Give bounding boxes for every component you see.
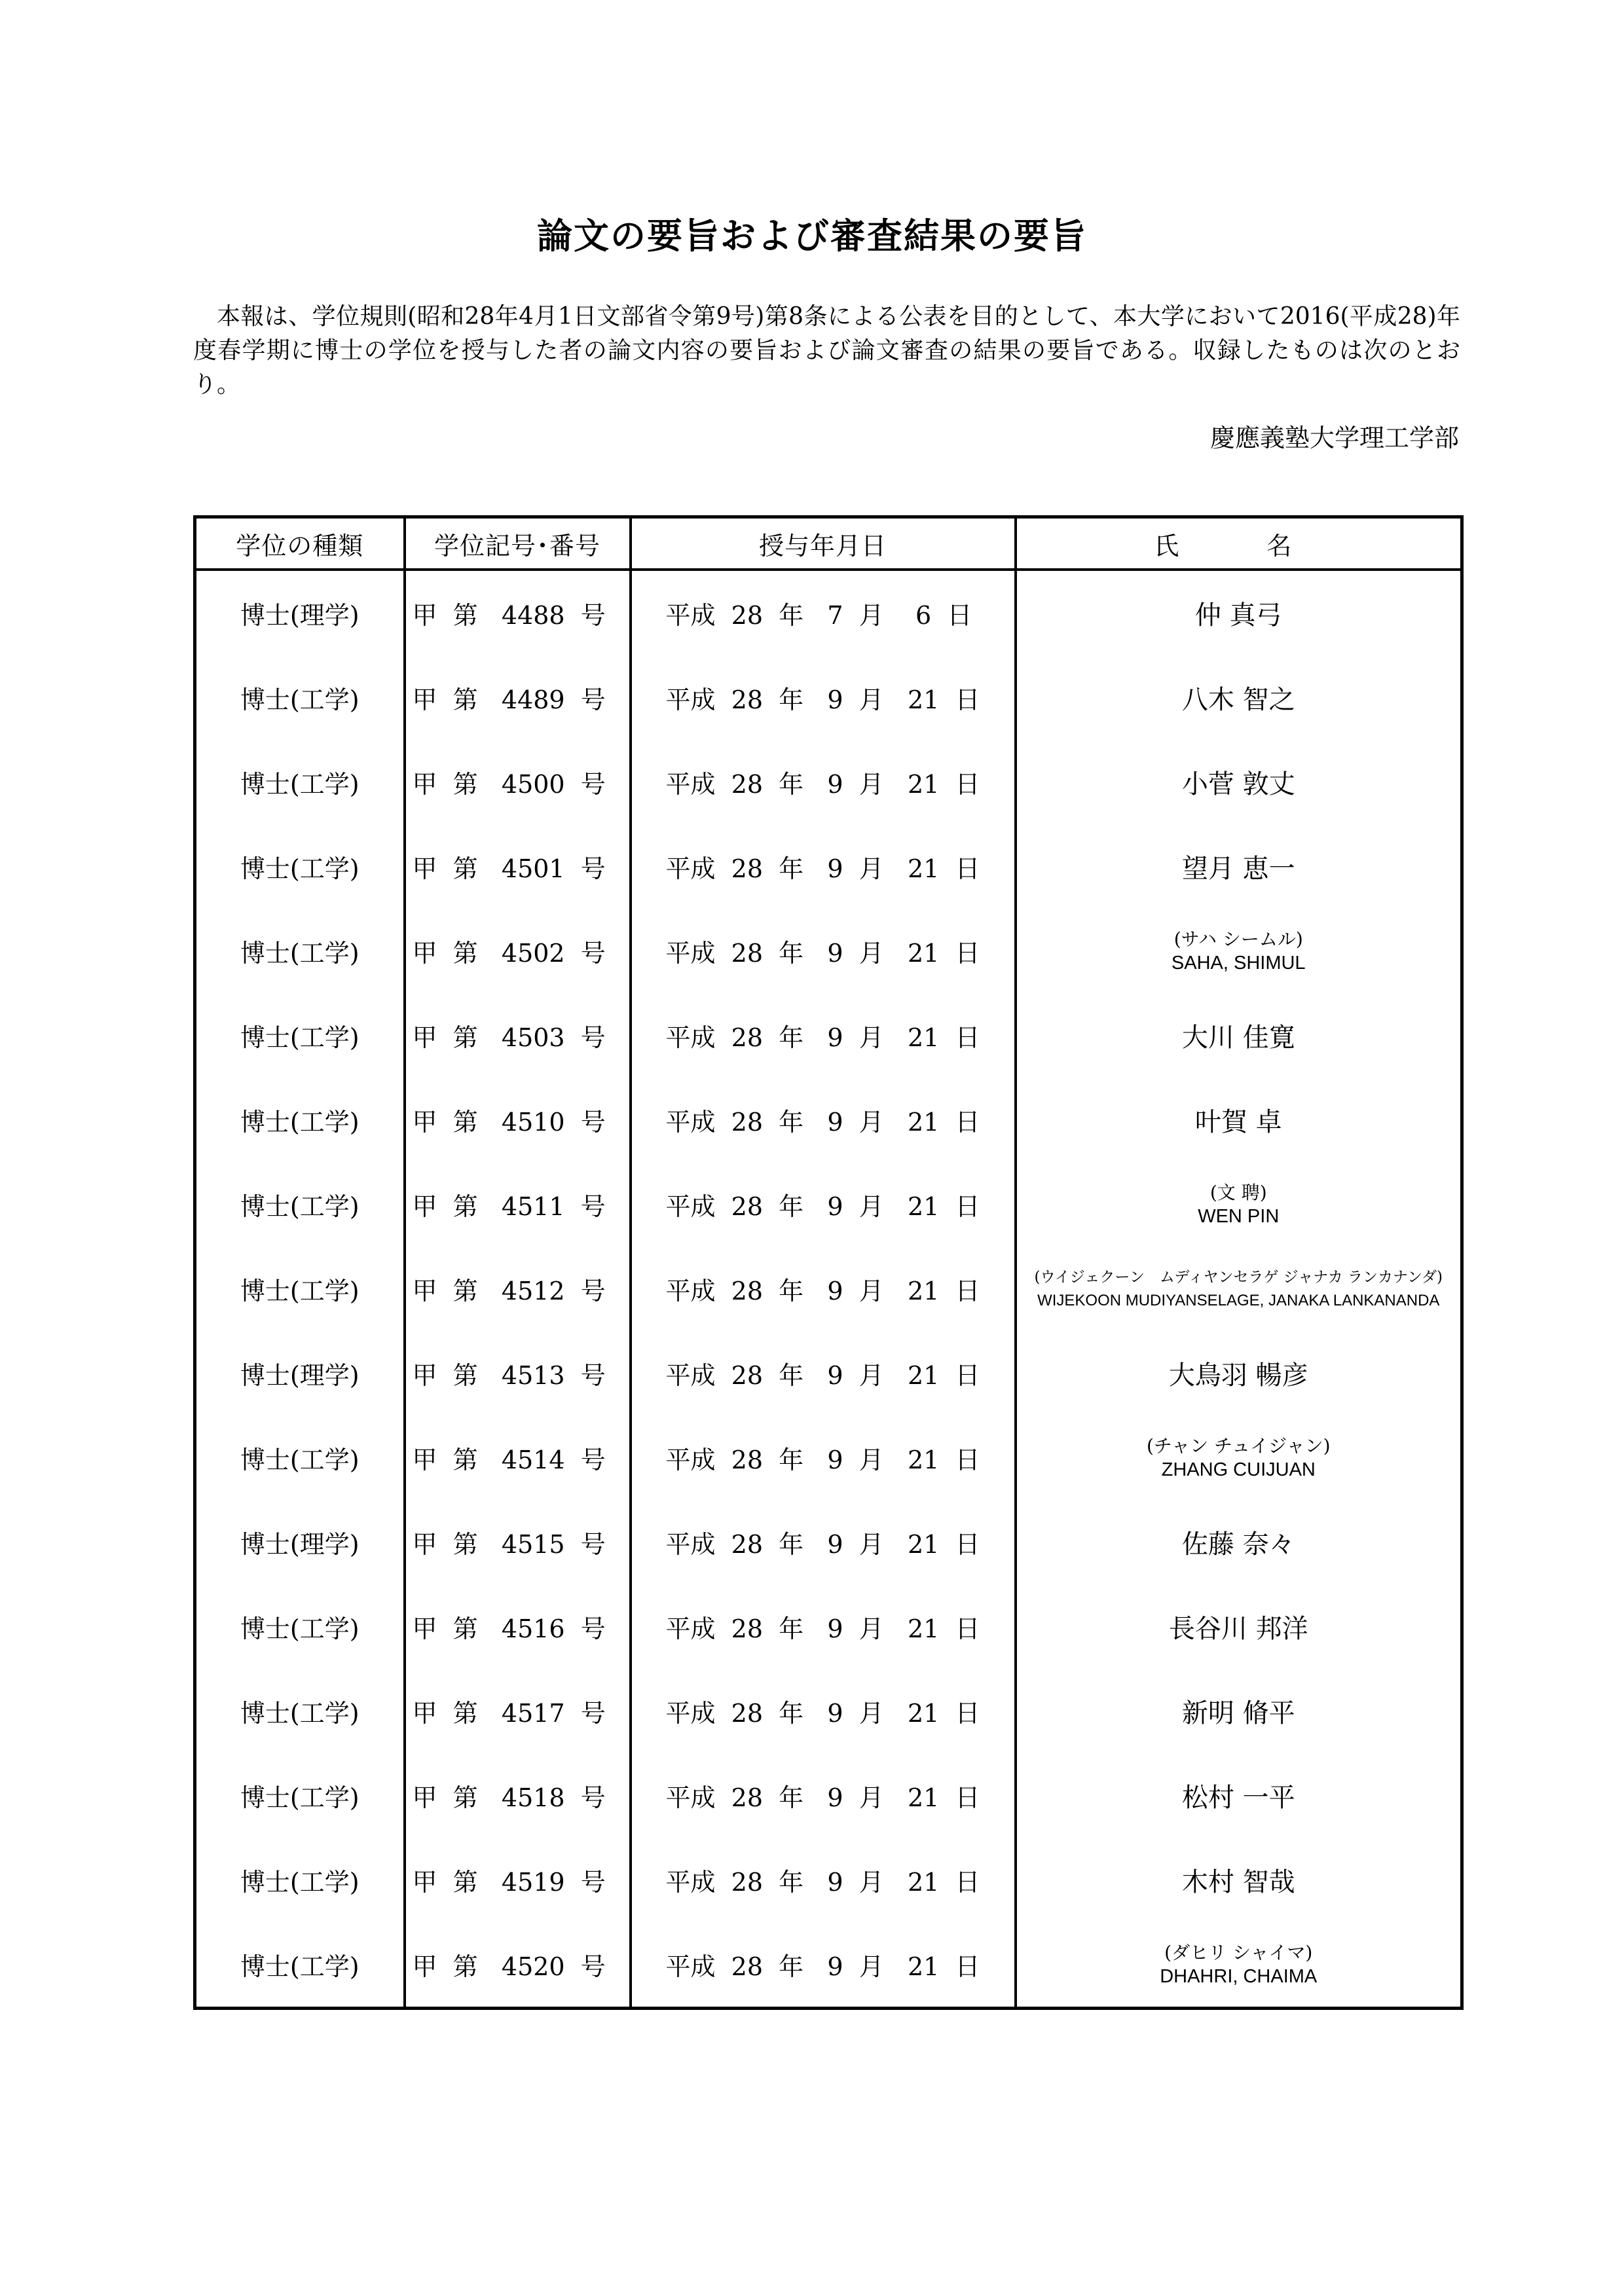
table-row <box>195 1247 1462 1331</box>
degree-number-cell: 甲 第 4515 号 <box>405 1500 631 1584</box>
header-degree-number: 学位記号･番号 <box>405 517 631 570</box>
degree-type-cell: 博士(工学) <box>195 1669 405 1753</box>
recipient-name-cell <box>1016 1078 1462 1162</box>
table-row <box>195 1838 1462 1922</box>
conferral-date-cell: 平成 28 年 9 月 21 日 <box>631 655 1016 740</box>
table-row <box>195 1753 1462 1838</box>
recipient-name-cell <box>1016 1753 1462 1838</box>
recipient-name: 小菅 敦丈 <box>1181 769 1295 799</box>
table-row <box>195 1584 1462 1669</box>
degree-number-cell: 甲 第 4510 号 <box>405 1078 631 1162</box>
recipient-name-reading: (文 聘) <box>1209 1181 1267 1203</box>
intro-paragraph: 本報は、学位規則(昭和28年4月1日文部省令第9号)第8条による公表を目的として、本大学において2016(平成28)年度春学期に博士の学位を授与した者の論文内容の要旨および論文審査の結果の要旨である。収録したものは次のとおり。 <box>193 303 1460 398</box>
degree-type-cell: 博士(工学) <box>195 1247 405 1331</box>
recipient-name-cell <box>1016 740 1462 824</box>
degree-type-cell: 博士(工学) <box>195 1162 405 1247</box>
degree-number-cell: 甲 第 4489 号 <box>405 655 631 740</box>
degree-number-cell: 甲 第 4502 号 <box>405 909 631 993</box>
conferral-date-cell: 平成 28 年 9 月 21 日 <box>631 909 1016 993</box>
recipient-name-romanized: WIJEKOON MUDIYANSELAGE, JANAKA LANKANANDA <box>1037 1291 1440 1309</box>
degree-type-cell: 博士(理学) <box>195 570 405 655</box>
conferral-date-cell: 平成 28 年 9 月 21 日 <box>631 1500 1016 1584</box>
recipient-name-cell <box>1016 1922 1462 2009</box>
degree-type-cell: 博士(理学) <box>195 1331 405 1415</box>
conferral-date-cell: 平成 28 年 9 月 21 日 <box>631 1669 1016 1753</box>
recipient-name: 長谷川 邦洋 <box>1168 1614 1308 1644</box>
recipient-name: 大鳥羽 暢彦 <box>1168 1360 1308 1391</box>
degree-type-cell: 博士(工学) <box>195 1838 405 1922</box>
degree-type-cell: 博士(工学) <box>195 824 405 909</box>
degree-type-cell: 博士(工学) <box>195 1078 405 1162</box>
recipient-name-cell <box>1016 1500 1462 1584</box>
table-row <box>195 740 1462 824</box>
degree-number-cell: 甲 第 4516 号 <box>405 1584 631 1669</box>
conferral-date-cell: 平成 28 年 9 月 21 日 <box>631 1838 1016 1922</box>
recipient-name: 叶賀 卓 <box>1194 1107 1282 1137</box>
conferral-date-cell: 平成 28 年 9 月 21 日 <box>631 824 1016 909</box>
recipient-name-cell <box>1016 1669 1462 1753</box>
degree-type-cell: 博士(工学) <box>195 1753 405 1838</box>
recipient-name: 松村 一平 <box>1181 1783 1295 1813</box>
recipient-name-cell <box>1016 1584 1462 1669</box>
header-degree-type: 学位の種類 <box>195 517 405 570</box>
degree-type-cell: 博士(工学) <box>195 909 405 993</box>
table-row <box>195 824 1462 909</box>
recipient-name-cell <box>1016 1331 1462 1415</box>
recipient-name-romanized: ZHANG CUIJUAN <box>1161 1459 1316 1480</box>
conferral-date-cell: 平成 28 年 9 月 21 日 <box>631 1922 1016 2009</box>
recipient-name: 木村 智哉 <box>1181 1867 1295 1897</box>
table-header <box>195 517 1462 570</box>
recipient-name-cell <box>1016 993 1462 1078</box>
degree-number-cell: 甲 第 4503 号 <box>405 993 631 1078</box>
recipient-name-reading: (チャン チュイジャン) <box>1146 1434 1331 1457</box>
degree-number-cell: 甲 第 4514 号 <box>405 1415 631 1500</box>
conferral-date-cell: 平成 28 年 9 月 21 日 <box>631 993 1016 1078</box>
recipient-name: 佐藤 奈々 <box>1181 1529 1295 1559</box>
degree-number-cell: 甲 第 4512 号 <box>405 1247 631 1331</box>
degree-type-cell: 博士(工学) <box>195 1922 405 2009</box>
recipient-name-romanized: WEN PIN <box>1198 1205 1280 1227</box>
recipient-name: 新明 脩平 <box>1181 1698 1295 1728</box>
degree-number-cell: 甲 第 4513 号 <box>405 1331 631 1415</box>
conferral-date-cell: 平成 28 年 9 月 21 日 <box>631 740 1016 824</box>
degree-number-cell: 甲 第 4488 号 <box>405 570 631 655</box>
recipient-name: 八木 智之 <box>1181 685 1295 715</box>
degree-number-cell: 甲 第 4518 号 <box>405 1753 631 1838</box>
degree-records-table <box>193 515 1464 2010</box>
table-row <box>195 1415 1462 1500</box>
degree-number-cell: 甲 第 4500 号 <box>405 740 631 824</box>
recipient-name-cell <box>1016 824 1462 909</box>
table-row <box>195 1162 1462 1247</box>
table-row <box>195 909 1462 993</box>
table-row <box>195 1078 1462 1162</box>
conferral-date-cell: 平成 28 年 9 月 21 日 <box>631 1247 1016 1331</box>
recipient-name-cell <box>1016 1162 1462 1247</box>
degree-number-cell: 甲 第 4501 号 <box>405 824 631 909</box>
recipient-name-reading: (サハ シームル) <box>1173 928 1303 950</box>
degree-type-cell: 博士(工学) <box>195 655 405 740</box>
recipient-name: 仲 真弓 <box>1194 600 1282 630</box>
recipient-name: 大川 佳寛 <box>1181 1023 1295 1053</box>
conferral-date-cell: 平成 28 年 7 月 6 日 <box>631 570 1016 655</box>
recipient-name-cell <box>1016 909 1462 993</box>
header-row <box>195 517 1462 570</box>
header-name <box>1016 517 1462 570</box>
degree-type-cell: 博士(工学) <box>195 1415 405 1500</box>
recipient-name-romanized: DHAHRI, CHAIMA <box>1160 1965 1318 1987</box>
recipient-name-reading: (ダヒリ シャイマ) <box>1164 1941 1313 1963</box>
degree-number-cell: 甲 第 4517 号 <box>405 1669 631 1753</box>
recipient-name-romanized: SAHA, SHIMUL <box>1171 952 1306 974</box>
recipient-name: 望月 恵一 <box>1181 854 1295 884</box>
degree-number-cell: 甲 第 4511 号 <box>405 1162 631 1247</box>
table-body <box>195 570 1462 2009</box>
document-title: 論文の要旨および審査結果の要旨 <box>537 215 1087 257</box>
recipient-name-cell <box>1016 570 1462 655</box>
degree-type-cell: 博士(工学) <box>195 1584 405 1669</box>
degree-number-cell: 甲 第 4520 号 <box>405 1922 631 2009</box>
degree-type-cell: 博士(理学) <box>195 1500 405 1584</box>
conferral-date-cell: 平成 28 年 9 月 21 日 <box>631 1415 1016 1500</box>
header-conferral-date: 授与年月日 <box>631 517 1016 570</box>
degree-type-cell: 博士(工学) <box>195 993 405 1078</box>
conferral-date-cell: 平成 28 年 9 月 21 日 <box>631 1584 1016 1669</box>
recipient-name-cell <box>1016 1838 1462 1922</box>
recipient-name-cell <box>1016 1247 1462 1331</box>
table-row <box>195 570 1462 655</box>
table-row <box>195 1922 1462 2009</box>
conferral-date-cell: 平成 28 年 9 月 21 日 <box>631 1162 1016 1247</box>
publisher-name: 慶應義塾大学理工学部 <box>1209 424 1459 452</box>
degree-number-cell: 甲 第 4519 号 <box>405 1838 631 1922</box>
degree-type-cell: 博士(工学) <box>195 740 405 824</box>
conferral-date-cell: 平成 28 年 9 月 21 日 <box>631 1753 1016 1838</box>
header-name-label: 氏 名 <box>1154 531 1323 560</box>
table-row <box>195 1669 1462 1753</box>
table-row <box>195 993 1462 1078</box>
recipient-name-reading: (ウイジェクーン ムディヤンセラゲ ジャナカ ランカナンダ) <box>1034 1268 1443 1286</box>
conferral-date-cell: 平成 28 年 9 月 21 日 <box>631 1078 1016 1162</box>
table-row <box>195 1331 1462 1415</box>
table-row <box>195 655 1462 740</box>
table-row <box>195 1500 1462 1584</box>
recipient-name-cell <box>1016 1415 1462 1500</box>
conferral-date-cell: 平成 28 年 9 月 21 日 <box>631 1331 1016 1415</box>
recipient-name-cell <box>1016 655 1462 740</box>
